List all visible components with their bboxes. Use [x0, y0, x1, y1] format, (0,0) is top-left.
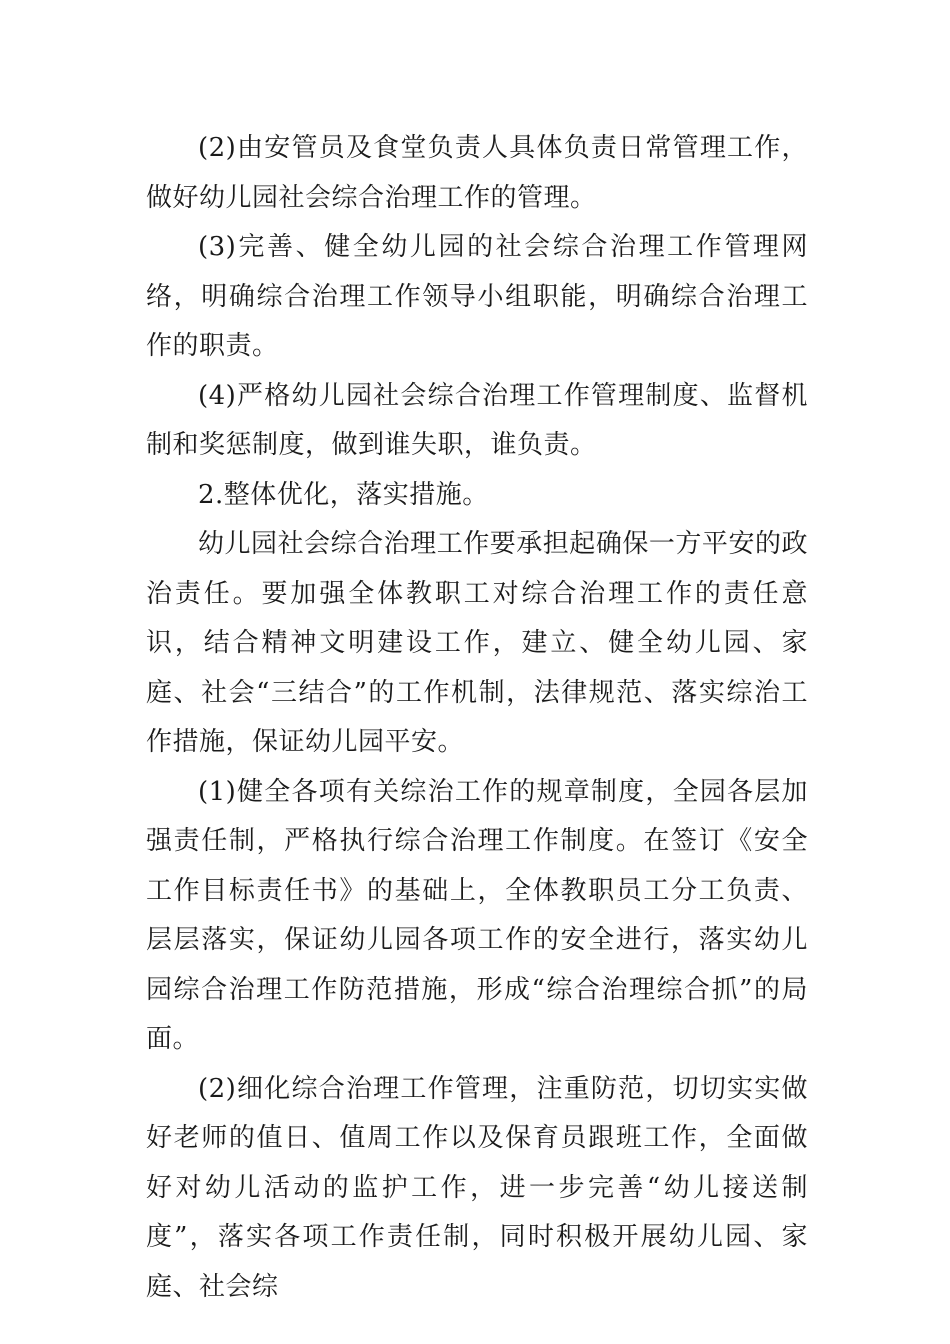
paragraph-item-4-system: (4)严格幼儿园社会综合治理工作管理制度、监督机制和奖惩制度，做到谁失职，谁负责。 — [146, 380, 808, 460]
paragraph-item-2-refine: (2)细化综合治理工作管理，注重防范，切切实实做好老师的值日、值周工作以及保育员跟班工作，全面做好对幼儿活动的监护工作，进一步完善“幼儿接送制度”，落实各项工作责任制，同时积极开展幼儿园、家庭、社会综 — [146, 1073, 808, 1302]
section-heading-optimize: 2.整体优化，落实措施。 — [198, 479, 489, 510]
paragraph-item-3-network: (3)完善、健全幼儿园的社会综合治理工作管理网络，明确综合治理工作领导小组职能，明确综合治理工作的职责。 — [146, 232, 808, 361]
document-body — [146, 124, 808, 1312]
paragraph-item-2-responsibility: (2)由安管员及食堂负责人具体负责日常管理工作，做好幼儿园社会综合治理工作的管理。 — [146, 133, 808, 213]
paragraph-item-1-rules: (1)健全各项有关综治工作的规章制度，全园各层加强责任制，严格执行综合治理工作制度。在签订《安全工作目标责任书》的基础上，全体教职员工分工负责、层层落实，保证幼儿园各项工作的安全进行，落实幼儿园综合治理工作防范措施，形成“综合治理综合抓”的局面。 — [146, 776, 808, 1054]
paragraph-overview: 幼儿园社会综合治理工作要承担起确保一方平安的政治责任。要加强全体教职工对综合治理工作的责任意识，结合精神文明建设工作，建立、健全幼儿园、家庭、社会“三结合”的工作机制，法律规范、落实综治工作措施，保证幼儿园平安。 — [146, 529, 808, 757]
